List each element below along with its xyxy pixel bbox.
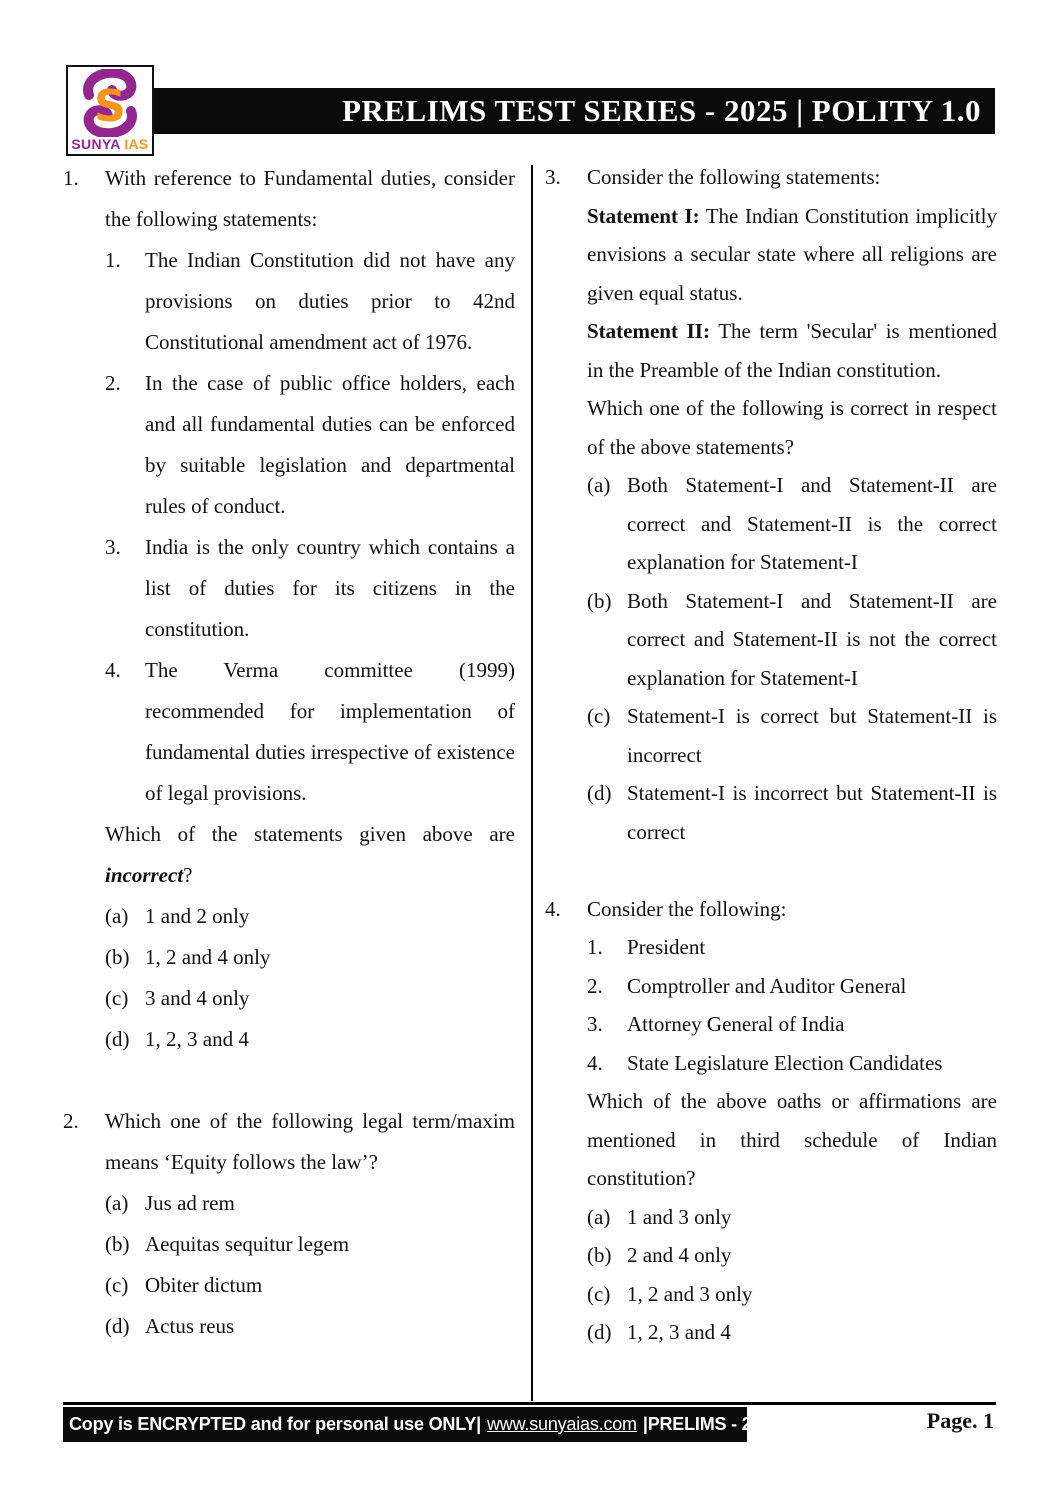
statement-2-label: Statement II:: [587, 319, 710, 343]
option-c: (c) Obiter dictum: [105, 1273, 263, 1297]
option-d: (d) Statement-I is incorrect but Statement-II is correct: [587, 781, 997, 844]
option-d: (d) 1, 2, 3 and 4: [105, 1027, 249, 1051]
list-item: 1. President: [587, 935, 706, 959]
option-b: (b) Both Statement-I and Statement-II are correct and Statement-II is not the correct explanation for Statement-I: [587, 588, 997, 690]
question-4-closing: Which of the above oaths or affirmations are mentioned in third schedule of Indian constitution?: [587, 1089, 997, 1190]
question-2: [63, 1101, 515, 1347]
question-1: [63, 158, 515, 1060]
question-1-closing: Which of the statements given above are incorrect?: [105, 822, 515, 887]
option-b: (b) 2 and 4 only: [587, 1243, 732, 1267]
list-item: 4. The Verma committee (1999) recommended for implementation of fundamental duties irrespective of existence of legal provisions.: [105, 658, 515, 805]
statement-1-label: Statement I:: [587, 203, 700, 228]
question-4: [545, 890, 997, 1352]
list-item: 1. The Indian Constitution did not have any provisions on duties prior to 42nd Constitutional amendment act of 1976.: [105, 248, 515, 354]
question-3-number: 3.: [545, 165, 561, 189]
option-a: (a) Jus ad rem: [105, 1191, 235, 1215]
brand-wordmark: [71, 136, 148, 152]
page-title: PRELIMS TEST SERIES - 2025 | POLITY 1.0: [341, 93, 981, 128]
list-item: 2. Comptroller and Auditor General: [587, 973, 907, 998]
question-1-body: [105, 158, 515, 1060]
website-link[interactable]: www.sunyaias.com: [487, 1414, 637, 1434]
list-item: 2. In the case of public office holders, each and all fundamental duties can be enforced by suitable legislation and departmental rules of conduct.: [105, 371, 515, 518]
option-c: (c) Statement-I is correct but Statement-II is incorrect: [587, 704, 997, 767]
question-3-body: [587, 158, 997, 851]
option-c: (c) 1, 2 and 3 only: [587, 1281, 753, 1306]
footer-notice-bar: [63, 1407, 781, 1442]
page-number: Page. 1: [926, 1408, 994, 1433]
copyright-notice: Copy is ENCRYPTED and for personal use ONLY|: [69, 1414, 481, 1434]
option-c: (c) 3 and 4 only: [105, 986, 250, 1010]
footer-divider: [63, 1402, 996, 1405]
question-3: [545, 158, 997, 851]
column-divider: [531, 165, 533, 1401]
list-item: 3. India is the only country which contains a list of duties for its citizens in the constitution.: [105, 535, 515, 641]
statement-1: Statement I: The Indian Constitution implicitly envisions a secular state where all religions are given equal status.: [587, 203, 997, 305]
question-2-intro: Which one of the following legal term/maxim means ‘Equity follows the law’?: [105, 1109, 515, 1174]
question-1-number: 1.: [63, 166, 79, 190]
question-4-number: 4.: [545, 896, 561, 921]
question-2-number: 2.: [63, 1109, 79, 1133]
sunya-ias-logo: [66, 65, 154, 156]
svg-text:S: S: [94, 81, 126, 132]
option-d: (d) Actus reus: [105, 1314, 235, 1338]
statement-2: Statement II: The term 'Secular' is mentioned in the Preamble of the Indian constitution.: [587, 319, 997, 382]
question-4-body: [587, 890, 997, 1352]
question-3-intro: Consider the following statements:: [587, 165, 881, 189]
list-item: 4. State Legislature Election Candidates: [587, 1050, 943, 1075]
option-d: (d) 1, 2, 3 and 4: [587, 1320, 731, 1344]
emphasis-incorrect: incorrect: [105, 863, 184, 887]
question-1-intro: With reference to Fundamental duties, consider the following statements:: [105, 166, 515, 231]
question-3-closing: Which one of the following is correct in respect of the above statements?: [587, 396, 997, 459]
option-a: (a) 1 and 3 only: [587, 1204, 732, 1229]
option-a: (a) Both Statement-I and Statement-II are correct and Statement-II is the correct explanation for Statement-I: [587, 473, 997, 574]
list-item: 3. Attorney General of India: [587, 1012, 845, 1036]
question-4-intro: Consider the following:: [587, 896, 787, 921]
option-a: (a) 1 and 2 only: [105, 904, 250, 928]
right-column: [545, 158, 997, 1390]
left-column: [63, 158, 515, 1388]
series-label: |PRELIMS - 2025: [642, 1414, 781, 1434]
brand-name-ias: IAS: [124, 136, 149, 152]
option-b: (b) Aequitas sequitur legem: [105, 1232, 350, 1256]
header-banner: [150, 88, 995, 134]
brand-name-sunya: SUNYA: [71, 136, 121, 152]
sunya-s-icon: [79, 69, 141, 137]
option-b: (b) 1, 2 and 4 only: [105, 945, 271, 969]
question-2-body: [105, 1101, 515, 1347]
